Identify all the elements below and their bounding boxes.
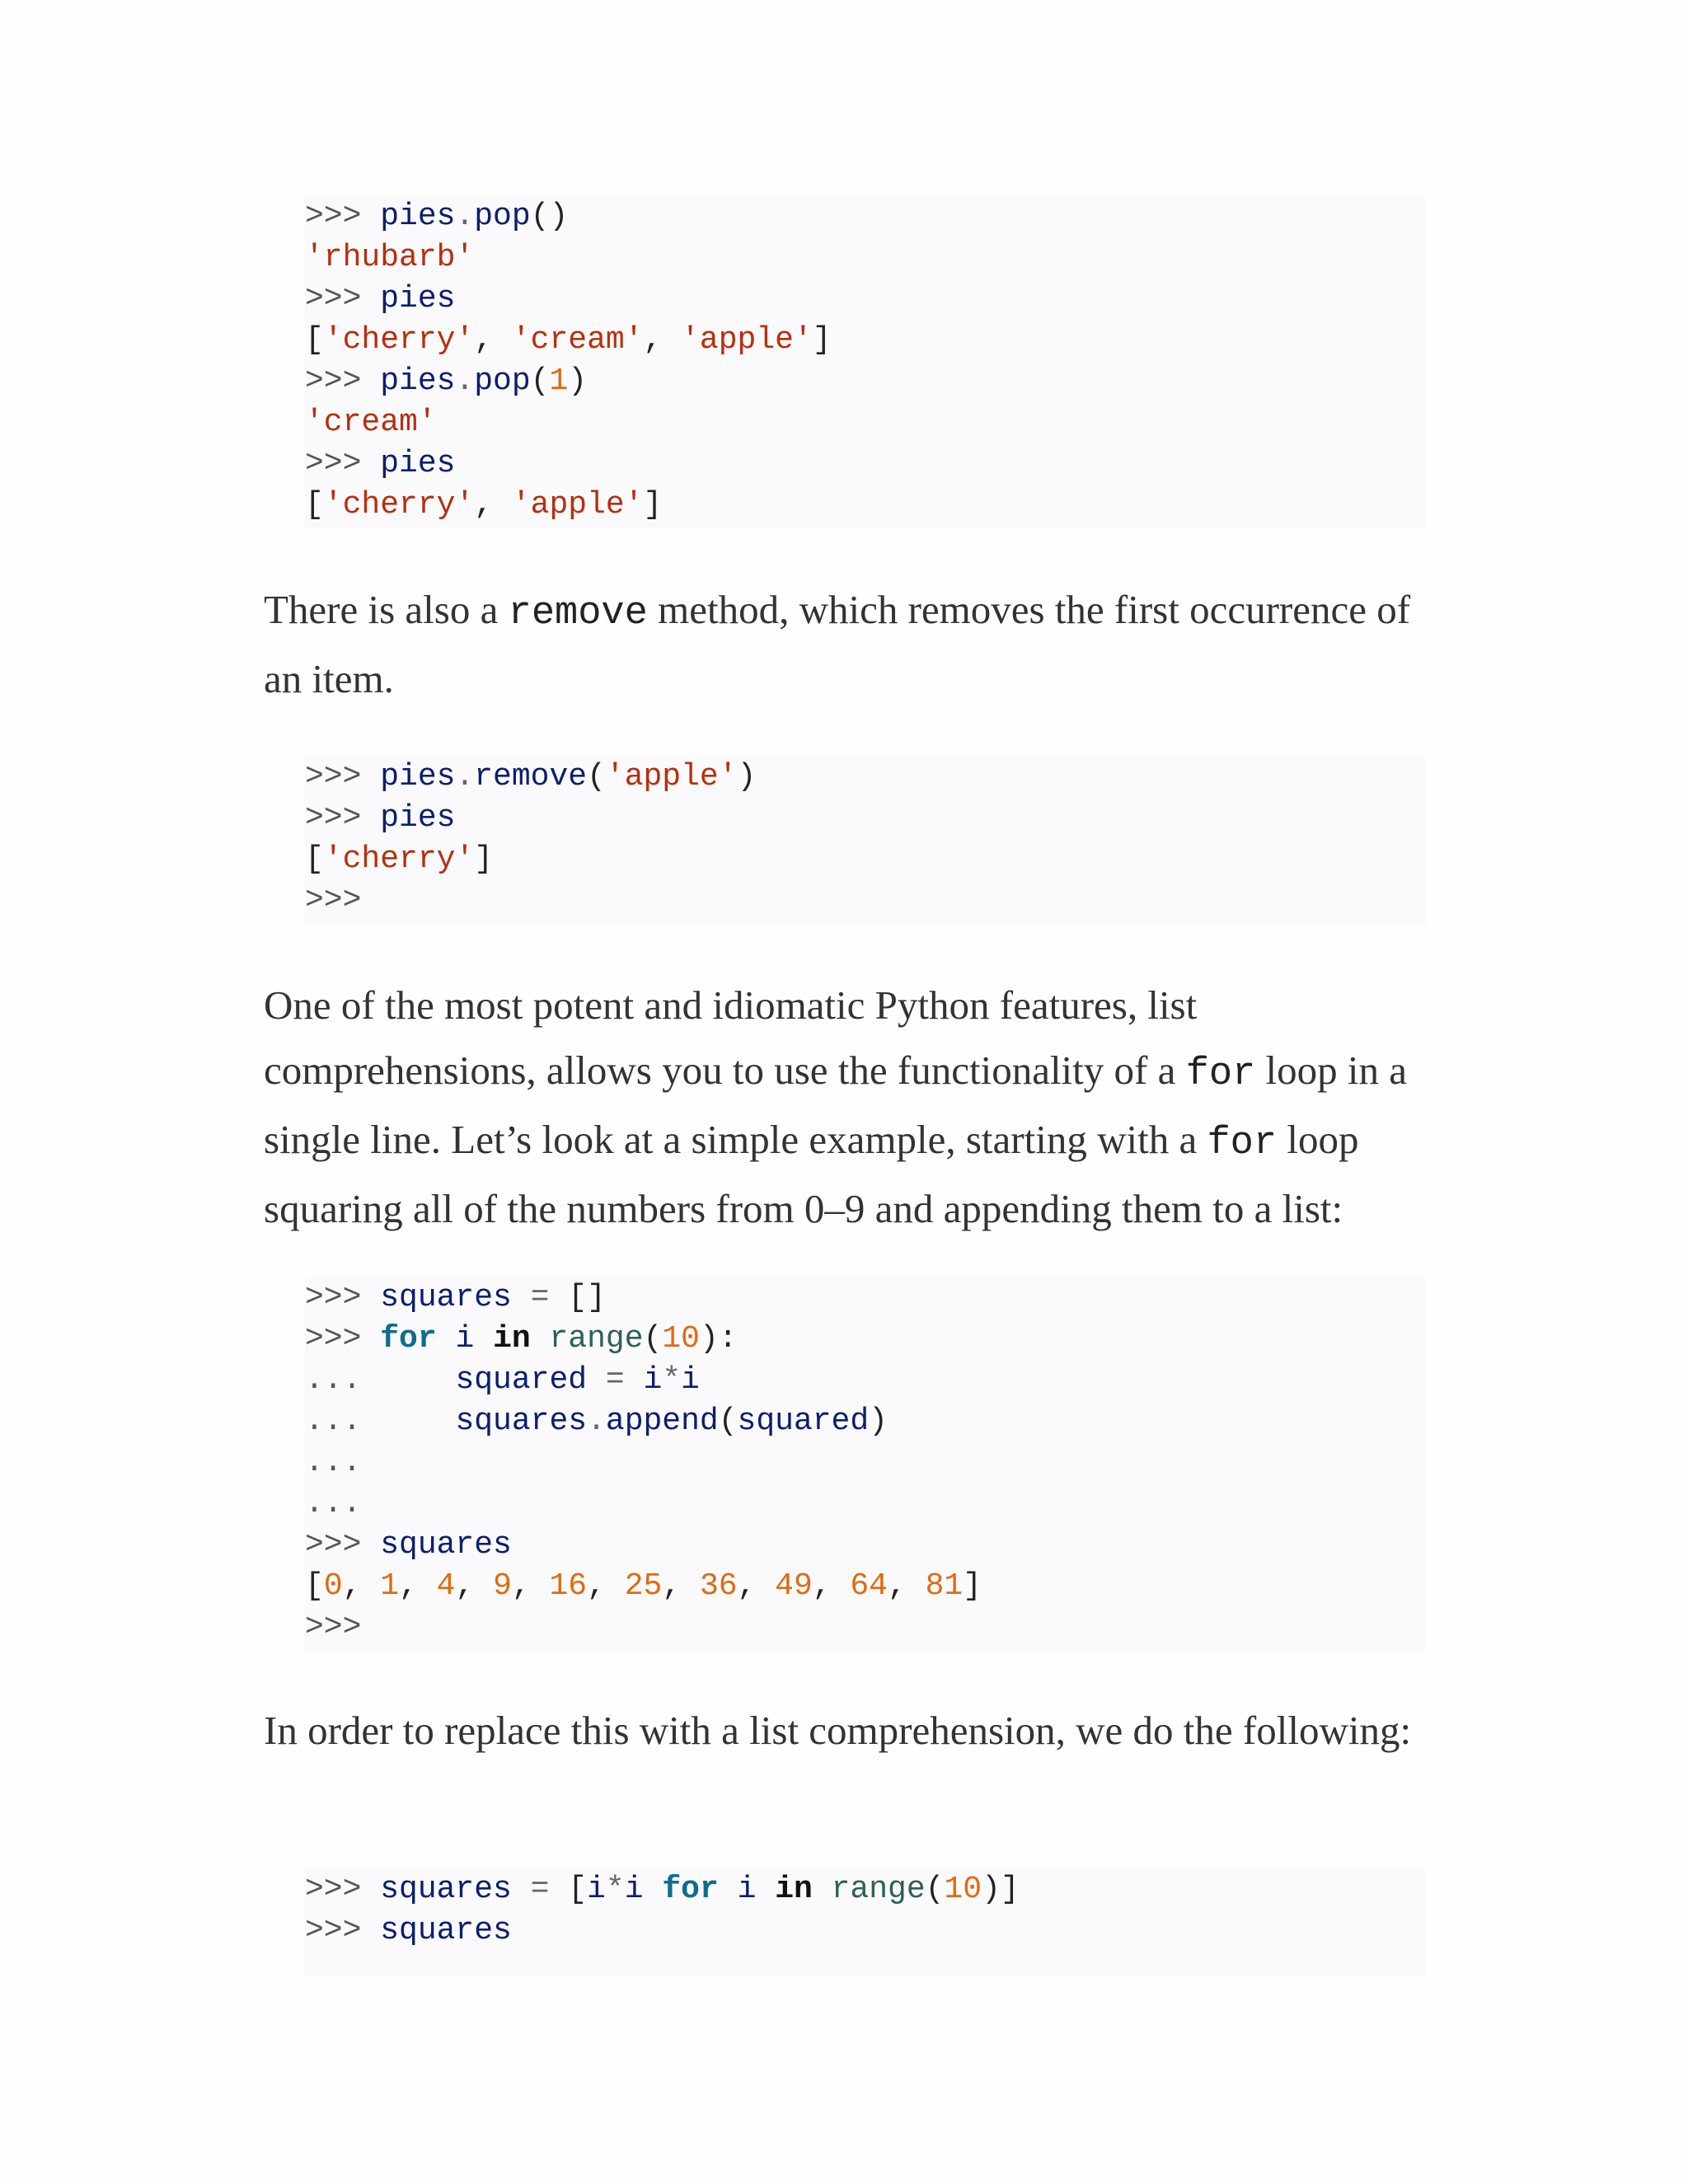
paragraph-text: loop squaring all of the numbers from 0–9 and appending them to a list: — [264, 1117, 1359, 1231]
code-line — [305, 1277, 1426, 1319]
code-token-name: pies — [380, 800, 456, 836]
code-token-op: . — [587, 1404, 606, 1439]
code-token-punct: , — [511, 1568, 550, 1604]
paragraph-text: loop in a single line. Let’s look at a simple example, starting with a — [264, 1047, 1407, 1162]
code-block-remove — [305, 757, 1426, 925]
code-token-num: 10 — [662, 1321, 700, 1357]
code-token-punct — [531, 1321, 550, 1357]
code-token-punct: , — [662, 1568, 700, 1604]
inline-code-for: for — [1185, 1052, 1256, 1096]
paragraph-text: In order to replace this with a list comprehension, we do the following: — [264, 1708, 1412, 1753]
code-line — [305, 1360, 1426, 1401]
code-line — [305, 443, 1426, 485]
code-line — [305, 279, 1426, 320]
code-token-punct: [ — [568, 1872, 588, 1907]
inline-code-remove: remove — [508, 592, 648, 635]
code-token-name: remove — [474, 759, 588, 794]
code-token-num: 0 — [323, 1568, 343, 1604]
code-token-punct: ( — [643, 1321, 663, 1357]
code-lines — [305, 196, 1426, 526]
code-token-str: 'cherry' — [323, 841, 475, 877]
code-token-op: = — [587, 1362, 644, 1398]
code-token-punct — [719, 1872, 738, 1907]
code-token-op: . — [455, 363, 475, 399]
code-token-op: . — [455, 199, 475, 234]
code-token-name: pop — [474, 199, 531, 234]
code-block-comprehension — [305, 1869, 1426, 1976]
code-token-builtin: range — [549, 1321, 644, 1357]
code-token-punct: ( — [587, 759, 606, 794]
code-token-num: 49 — [775, 1568, 813, 1604]
code-token-punct: , — [812, 1568, 851, 1604]
code-token-prompt: >>> — [305, 1280, 381, 1315]
code-token-num: 25 — [624, 1568, 663, 1604]
inline-code-for: for — [1207, 1122, 1278, 1165]
paragraph-list-comprehensions — [264, 972, 1434, 1241]
code-token-punct: ] — [474, 841, 494, 877]
code-token-prompt: >>> — [305, 759, 381, 794]
code-token-num: 10 — [944, 1872, 982, 1907]
code-token-name: i — [587, 1872, 606, 1907]
code-token-punct: ) — [568, 363, 588, 399]
code-line — [305, 402, 1426, 443]
code-token-num: 1 — [380, 1568, 400, 1604]
code-line — [305, 1607, 1426, 1648]
code-token-name: squares — [455, 1404, 588, 1439]
code-line — [305, 1401, 1426, 1442]
code-token-prompt: ... — [305, 1404, 456, 1439]
code-line — [305, 1869, 1426, 1910]
code-token-name: append — [605, 1404, 719, 1439]
code-line — [305, 1319, 1426, 1360]
code-token-name: squares — [380, 1872, 512, 1907]
code-token-punct: , — [643, 322, 682, 358]
code-token-punct: , — [737, 1568, 776, 1604]
code-token-str: 'apple' — [511, 487, 644, 523]
code-token-prompt: >>> — [305, 363, 381, 399]
code-token-punct: )] — [982, 1872, 1020, 1907]
code-token-punct: [ — [305, 322, 324, 358]
paragraph-text: One of the most potent and idiomatic Python features, list comprehensions, allows you to use the functionality of a — [264, 982, 1198, 1093]
code-token-kwb: in — [775, 1872, 813, 1907]
code-token-punct: ] — [812, 322, 832, 358]
code-token-prompt: >>> — [305, 199, 381, 234]
code-token-prompt: >>> — [305, 1527, 381, 1563]
code-token-str: 'cream' — [511, 322, 644, 358]
code-line — [305, 485, 1426, 526]
code-line — [305, 237, 1426, 279]
code-token-num: 36 — [699, 1568, 738, 1604]
code-token-punct: , — [455, 1568, 494, 1604]
code-line — [305, 757, 1426, 798]
code-token-str: 'cherry' — [323, 487, 475, 523]
code-token-punct: ) — [737, 759, 757, 794]
code-token-prompt: >>> — [305, 1913, 381, 1948]
code-token-name: i — [455, 1321, 475, 1357]
code-token-punct: [] — [568, 1280, 606, 1315]
code-line — [305, 1525, 1426, 1566]
code-line — [305, 1910, 1426, 1952]
code-line — [305, 798, 1426, 839]
code-token-name: i — [624, 1872, 644, 1907]
paragraph-replace-with-comprehension — [264, 1698, 1434, 1763]
code-token-kw: for — [662, 1872, 719, 1907]
code-line — [305, 839, 1426, 880]
code-token-num: 64 — [850, 1568, 888, 1604]
code-token-punct — [813, 1872, 832, 1907]
code-token-punct: ) — [869, 1404, 888, 1439]
code-token-num: 4 — [436, 1568, 456, 1604]
code-token-punct: [ — [305, 1568, 324, 1604]
code-token-punct — [437, 1321, 456, 1357]
code-token-prompt: >>> — [305, 281, 381, 316]
code-lines — [305, 1869, 1426, 1952]
code-token-builtin: range — [831, 1872, 926, 1907]
code-token-punct: [ — [305, 487, 324, 523]
code-token-num: 16 — [549, 1568, 588, 1604]
code-token-kwb: in — [493, 1321, 531, 1357]
code-token-name: i — [643, 1362, 663, 1398]
code-token-str: 'rhubarb' — [305, 240, 475, 275]
code-token-punct: () — [530, 199, 569, 234]
code-token-name: pies — [380, 363, 456, 399]
code-token-prompt: ... — [305, 1486, 362, 1521]
code-token-name: squares — [380, 1527, 512, 1563]
code-token-name: squares — [380, 1280, 512, 1315]
code-token-punct: , — [587, 1568, 625, 1604]
paragraph-text: There is also a — [264, 587, 509, 632]
code-block-pop — [305, 196, 1426, 529]
code-token-punct — [474, 1321, 493, 1357]
code-token-num: 1 — [549, 363, 569, 399]
code-token-op: = — [511, 1872, 569, 1907]
code-token-str: 'cream' — [305, 405, 437, 440]
code-token-punct: , — [399, 1568, 437, 1604]
code-line — [305, 196, 1426, 237]
code-token-num: 81 — [925, 1568, 964, 1604]
code-token-prompt: >>> — [305, 1321, 381, 1357]
code-token-name: i — [737, 1872, 757, 1907]
code-token-op: * — [605, 1872, 625, 1907]
code-token-punct: , — [342, 1568, 381, 1604]
code-token-name: pies — [380, 446, 456, 481]
code-token-punct: ] — [643, 487, 663, 523]
code-line — [305, 320, 1426, 361]
code-token-op: * — [662, 1362, 682, 1398]
code-token-prompt: >>> — [305, 800, 381, 836]
code-block-for-loop — [305, 1277, 1426, 1652]
code-token-kw: for — [380, 1321, 437, 1357]
paragraph-text: method, which removes the first occurrence of an item. — [264, 587, 1411, 701]
code-token-str: 'cherry' — [323, 322, 475, 358]
paragraph-remove-method — [264, 577, 1434, 711]
code-token-prompt: ... — [305, 1362, 456, 1398]
code-token-prompt: >>> — [305, 1872, 381, 1907]
code-token-str: 'apple' — [605, 759, 738, 794]
code-token-name: pies — [380, 199, 456, 234]
code-lines — [305, 1277, 1426, 1648]
code-token-punct: , — [474, 487, 512, 523]
code-token-punct: , — [887, 1568, 926, 1604]
code-token-op: . — [455, 759, 475, 794]
code-token-prompt: >>> — [305, 446, 381, 481]
code-token-punct: ( — [925, 1872, 945, 1907]
code-token-name: pies — [380, 281, 456, 316]
code-token-prompt: ... — [305, 1445, 362, 1480]
code-token-punct: ] — [963, 1568, 982, 1604]
code-token-num: 9 — [493, 1568, 512, 1604]
code-token-punct: [ — [305, 841, 324, 877]
code-line — [305, 361, 1426, 402]
code-line — [305, 1483, 1426, 1525]
code-token-str: 'apple' — [681, 322, 813, 358]
code-token-punct — [644, 1872, 663, 1907]
code-token-name: pop — [474, 363, 531, 399]
code-line — [305, 1566, 1426, 1607]
code-token-name: i — [681, 1362, 700, 1398]
code-token-name: squares — [380, 1913, 512, 1948]
code-token-name: pies — [380, 759, 456, 794]
code-token-prompt: >>> — [305, 1610, 362, 1645]
code-token-prompt: >>> — [305, 883, 362, 918]
code-line — [305, 880, 1426, 921]
code-token-punct — [756, 1872, 775, 1907]
code-lines — [305, 757, 1426, 921]
code-token-name: squared — [455, 1362, 588, 1398]
code-token-op: = — [511, 1280, 569, 1315]
code-token-name: squared — [737, 1404, 870, 1439]
code-line — [305, 1442, 1426, 1483]
code-token-punct: , — [474, 322, 512, 358]
code-token-punct: ( — [718, 1404, 738, 1439]
code-token-punct: ): — [699, 1321, 738, 1357]
code-token-punct: ( — [530, 363, 550, 399]
